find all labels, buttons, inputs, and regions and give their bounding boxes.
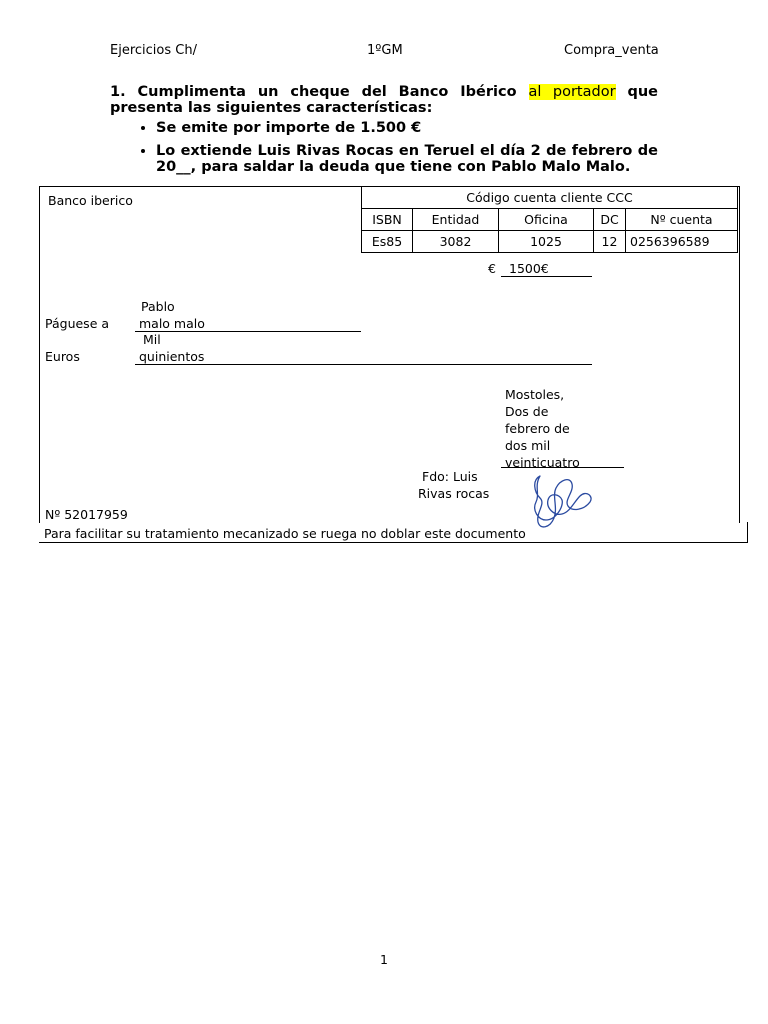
payee-line1: Pablo <box>141 299 175 314</box>
cheque-bottom-border <box>39 542 748 543</box>
cheque-number: Nº 52017959 <box>45 507 128 522</box>
place-date-line: febrero de <box>505 421 570 436</box>
header-right: Compra_venta <box>564 43 659 58</box>
payee-underline <box>135 331 361 332</box>
date-underline <box>501 467 624 468</box>
amount-value: 1500€ <box>509 261 549 276</box>
euros-label: Euros <box>45 349 80 364</box>
ccc-header-dc: DC <box>594 209 626 231</box>
task-statement <box>110 84 658 182</box>
task-bullet: • Se emite por importe de 1.500 € <box>156 120 658 136</box>
ccc-value-entidad: 3082 <box>413 231 499 253</box>
ccc-title: Código cuenta cliente CCC <box>362 187 738 209</box>
signed-by-line: Fdo: Luis <box>422 469 478 484</box>
ccc-table <box>361 186 738 253</box>
place-date <box>505 386 580 471</box>
ccc-value-oficina: 1025 <box>499 231 594 253</box>
ccc-value-dc: 12 <box>594 231 626 253</box>
ccc-value-isbn: Es85 <box>362 231 413 253</box>
place-date-line: veinticuatro <box>505 455 580 470</box>
task-bullet: • Lo extiende Luis Rivas Rocas en Teruel el día 2 de febrero de 20__, para saldar la deuda que tiene con Pablo Malo Malo. <box>156 143 658 175</box>
cheque-bottom-right-border <box>747 522 748 542</box>
signed-by-line: Rivas rocas <box>418 486 490 501</box>
header-center: 1ºGM <box>367 43 403 58</box>
task-highlight: al portador <box>528 84 616 100</box>
task-intro <box>110 84 658 116</box>
signature-scribble <box>526 470 598 532</box>
pay-label: Páguese a <box>45 316 110 331</box>
amount-underline <box>501 276 592 277</box>
place-date-line: Mostoles, <box>505 387 565 402</box>
currency-symbol: € <box>488 261 496 276</box>
bank-name: Banco iberico <box>48 193 133 208</box>
task-number: 1. <box>110 84 126 100</box>
amount-words-underline <box>135 364 592 365</box>
footer-notice: Para facilitar su tratamiento mecanizado se ruega no doblar este documento <box>44 526 526 541</box>
ccc-header-cuenta: Nº cuenta <box>626 209 738 231</box>
ccc-header-entidad: Entidad <box>413 209 499 231</box>
amount-words-line2: quinientos <box>139 349 205 364</box>
header-left: Ejercicios Ch/ <box>110 43 197 58</box>
ccc-value-cuenta: 0256396589 <box>626 231 738 253</box>
page-number: 1 <box>380 952 388 967</box>
signed-by <box>418 468 490 502</box>
payee-line2: malo malo <box>139 316 205 331</box>
task-intro-before: Cumplimenta un cheque del Banco Ibérico <box>137 84 517 100</box>
place-date-line: Dos de <box>505 404 549 419</box>
task-intro-after: que presenta las siguientes características: <box>110 84 658 116</box>
place-date-line: dos mil <box>505 438 551 453</box>
amount-words-line1: Mil <box>143 332 161 347</box>
task-bullets <box>110 120 658 175</box>
ccc-header-isbn: ISBN <box>362 209 413 231</box>
ccc-header-oficina: Oficina <box>499 209 594 231</box>
